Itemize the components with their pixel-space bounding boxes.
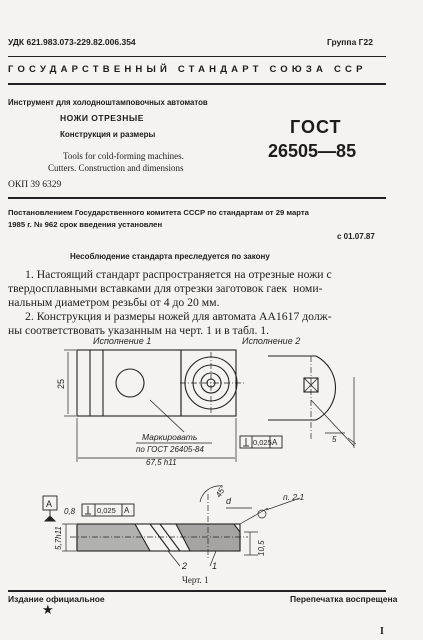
- datum-a-label: А: [46, 499, 53, 509]
- okp-code: ОКП 39 6329: [8, 180, 62, 190]
- dim-675-label: 67,5 h11: [146, 458, 177, 467]
- dim-25-label: 25: [56, 378, 66, 389]
- english-title-2: Cutters. Construction and dimensions: [48, 163, 184, 173]
- decree-line-2: 1985 г. № 962 срок введения установлен: [8, 220, 163, 229]
- dim-45-label: 45°: [213, 484, 228, 499]
- paragraph-1-line-1: 1. Настоящий стандарт распространяется на отрезные ножи с: [25, 268, 332, 281]
- dim-575-label: 5,7h11: [54, 526, 63, 550]
- document-title: НОЖИ ОТРЕЗНЫЕ: [60, 113, 144, 123]
- dim-105-label: 10,5: [257, 540, 266, 556]
- variant-1-label: Исполнение 1: [93, 336, 152, 346]
- marking-standard: по ГОСТ 26405-84: [136, 445, 204, 454]
- marking-label: Маркировать: [142, 432, 198, 442]
- gost-number: 26505—85: [268, 141, 357, 161]
- english-title-1: Tools for cold-forming machines.: [63, 151, 184, 161]
- dim-5-label: 5: [332, 435, 337, 444]
- figure-caption: Черт. 1: [182, 575, 209, 585]
- note-1-label: 1: [212, 561, 218, 571]
- group-code: Группа Г22: [327, 37, 373, 47]
- paragraph-2-line-1: 2. Конструкция и размеры ножей для автомата АА1617 долж-: [25, 310, 332, 323]
- state-standard-title: ГОСУДАРСТВЕННЫЙ СТАНДАРТ СОЮЗА ССР: [8, 64, 367, 75]
- section-datum-ref: А: [124, 506, 130, 515]
- paragraph-1-line-2: твердосплавными вставками для отрезки заготовок гаек номи-: [8, 282, 323, 295]
- variant-2-label: Исполнение 2: [242, 336, 301, 346]
- dim-d-label: d: [226, 496, 232, 506]
- note-2-label: 2: [182, 561, 188, 571]
- page-number: I: [380, 626, 384, 637]
- star-icon: ★: [42, 602, 54, 617]
- udk-code: УДК 621.983.073-229.82.006.354: [8, 37, 136, 47]
- reprint-forbidden: Перепечатка воспрещена: [290, 594, 398, 604]
- decree-line-1: Постановлением Государственного комитета СССР по стандартам от 29 марта: [8, 208, 309, 217]
- effective-date: с 01.07.87: [337, 232, 375, 241]
- footer-rule: [8, 590, 386, 592]
- section-tolerance-value: 0,025: [97, 506, 116, 515]
- variant-1-top-view: [64, 350, 244, 416]
- variant-2-datum: А: [272, 438, 278, 447]
- law-warning: Несоблюдение стандарта преследуется по закону: [70, 252, 270, 261]
- edition-official: Издание официальное: [8, 594, 105, 604]
- paragraph-2-line-2: ны соответствовать указанным на черт. 1 и в табл. 1.: [8, 324, 270, 337]
- note-21-label: п. 2.1: [283, 492, 305, 502]
- dim-08-label: 0,8: [64, 507, 76, 516]
- tool-category: Инструмент для холодноштамповочных автоматов: [8, 98, 208, 107]
- gost-label: ГОСТ: [290, 117, 342, 137]
- paragraph-1-line-3: нальным диаметром резьбы от 4 до 20 мм.: [8, 296, 220, 309]
- variant-2-tolerance-value: 0,025: [253, 438, 272, 447]
- variant-2-view: [268, 356, 356, 448]
- document-subtitle: Конструкция и размеры: [60, 130, 156, 139]
